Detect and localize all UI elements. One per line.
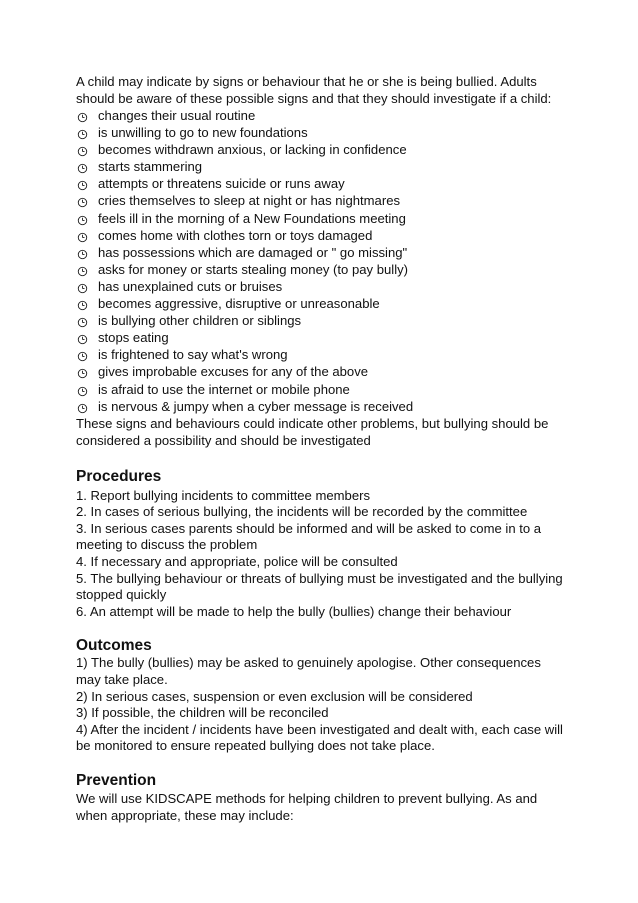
procedure-item: 1. Report bullying incidents to committee members	[76, 487, 371, 503]
sign-text: starts stammering	[98, 159, 203, 175]
sign-item	[76, 175, 566, 192]
sign-item	[76, 295, 566, 312]
clock-icon	[77, 384, 88, 395]
outcome-item: 3) If possible, the children will be reconciled	[76, 705, 329, 721]
procedure-item: 4. If necessary and appropriate, police will be consulted	[76, 554, 398, 570]
intro-paragraph: A child may indicate by signs or behaviour that he or she is being bullied. Adults should be aware of these possible signs and that they should investigate if a child:	[76, 74, 552, 106]
sign-text: is unwilling to go to new foundations	[98, 125, 308, 141]
procedure-item: 3. In serious cases parents should be informed and will be asked to come in to a meeting to discuss the problem	[76, 520, 542, 553]
clock-icon	[77, 213, 88, 224]
clock-icon	[77, 161, 88, 172]
clock-icon	[77, 230, 88, 241]
sign-text: has unexplained cuts or bruises	[98, 278, 283, 294]
sign-text: asks for money or starts stealing money (to pay bully)	[98, 261, 409, 277]
outcome-item: 4) After the incident / incidents have been investigated and dealt with, each case will be monitored to ensure repeated bullying does not take place.	[76, 721, 563, 754]
clock-icon	[77, 315, 88, 326]
clock-icon	[77, 178, 88, 189]
sign-item	[76, 312, 566, 329]
clock-icon	[77, 127, 88, 138]
signs-list	[76, 107, 566, 415]
prevention-heading: Prevention	[76, 772, 157, 789]
sign-text: stops eating	[98, 330, 169, 346]
sign-text: cries themselves to sleep at night or has nightmares	[98, 193, 401, 209]
procedure-item: 5. The bullying behaviour or threats of bullying must be investigated and the bullying stopped quickly	[76, 570, 563, 603]
sign-item	[76, 107, 566, 124]
clock-icon	[77, 366, 88, 377]
clock-icon	[77, 264, 88, 275]
sign-text: is afraid to use the internet or mobile phone	[98, 381, 350, 397]
sign-item	[76, 227, 566, 244]
outcome-item: 1) The bully (bullies) may be asked to genuinely apologise. Other consequences may take place.	[76, 655, 541, 688]
sign-item	[76, 363, 566, 380]
clock-icon	[77, 247, 88, 258]
outcomes-list	[76, 655, 566, 755]
procedures-list	[76, 488, 566, 621]
clock-icon	[77, 144, 88, 155]
sign-item	[76, 158, 566, 175]
sign-item	[76, 346, 566, 363]
sign-text: has possessions which are damaged or " go missing"	[98, 244, 408, 260]
prevention-text: We will use KIDSCAPE methods for helping children to prevent bullying. As and when appropriate, these may include:	[76, 791, 538, 823]
sign-item	[76, 192, 566, 209]
sign-item	[76, 244, 566, 261]
procedures-heading: Procedures	[76, 467, 162, 485]
clock-icon	[77, 110, 88, 121]
procedure-item: 6. An attempt will be made to help the bully (bullies) change their behaviour	[76, 603, 512, 619]
sign-text: becomes withdrawn anxious, or lacking in confidence	[98, 142, 407, 158]
procedure-item: 2. In cases of serious bullying, the incidents will be recorded by the committee	[76, 504, 528, 520]
sign-text: is bullying other children or siblings	[98, 313, 302, 329]
clock-icon	[77, 195, 88, 206]
clock-icon	[77, 298, 88, 309]
clock-icon	[77, 281, 88, 292]
sign-text: is frightened to say what's wrong	[98, 347, 288, 363]
sign-text: attempts or threatens suicide or runs away	[98, 176, 345, 192]
sign-item	[76, 261, 566, 278]
sign-text: feels ill in the morning of a New Foundations meeting	[98, 210, 406, 226]
clock-icon	[77, 349, 88, 360]
sign-text: comes home with clothes torn or toys damaged	[98, 227, 373, 243]
clock-icon	[77, 401, 88, 412]
sign-item	[76, 381, 566, 398]
sign-item	[76, 210, 566, 227]
sign-item	[76, 278, 566, 295]
sign-text: becomes aggressive, disruptive or unreasonable	[98, 296, 380, 312]
sign-item	[76, 329, 566, 346]
sign-text: is nervous & jumpy when a cyber message is received	[98, 398, 414, 414]
sign-item	[76, 398, 566, 415]
clock-icon	[77, 332, 88, 343]
signs-conclusion: These signs and behaviours could indicate other problems, but bullying should be considered a possibility and should be investigated	[76, 415, 549, 448]
sign-text: gives improbable excuses for any of the above	[98, 364, 369, 380]
sign-item	[76, 124, 566, 141]
outcomes-heading: Outcomes	[76, 637, 152, 655]
outcome-item: 2) In serious cases, suspension or even exclusion will be considered	[76, 688, 473, 704]
sign-item	[76, 141, 566, 158]
sign-text: changes their usual routine	[98, 108, 256, 123]
document-page	[76, 73, 566, 824]
